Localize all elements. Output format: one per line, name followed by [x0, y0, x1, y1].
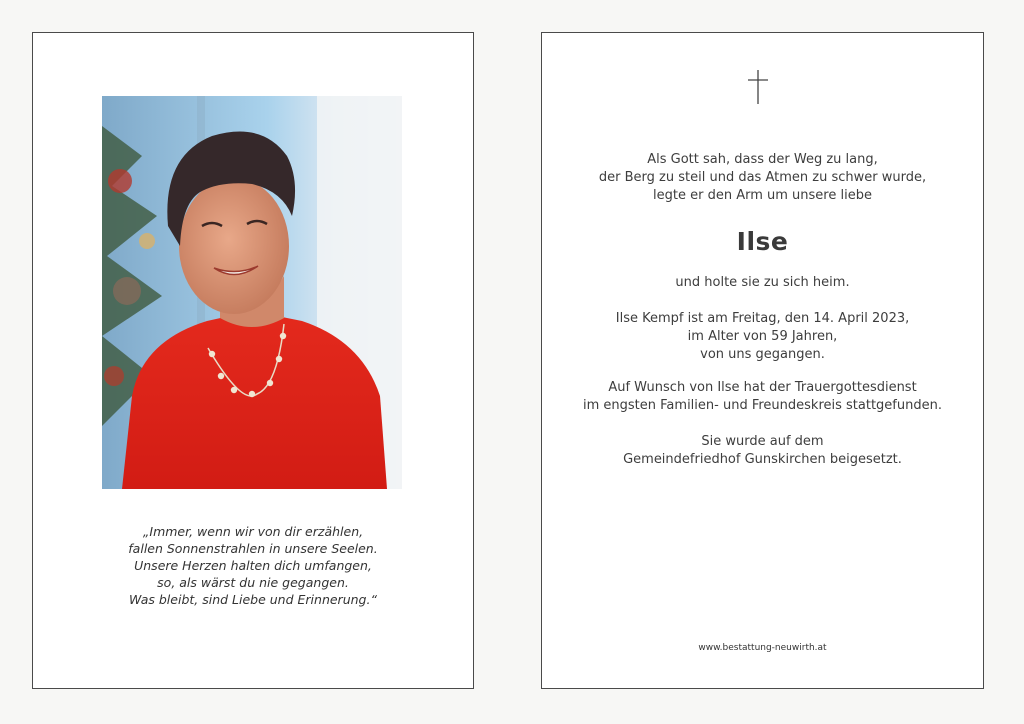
death-line: im Alter von 59 Jahren, — [687, 329, 838, 344]
verse-block — [542, 151, 983, 205]
verse-line: legte er den Arm um unsere liebe — [653, 188, 872, 203]
service-line: im engsten Familien- und Freundeskreis stattgefunden. — [583, 398, 942, 413]
left-card — [32, 32, 474, 689]
cross-icon — [747, 69, 769, 105]
quote-line: „Immer, wenn wir von dir erzählen, — [142, 524, 364, 539]
portrait-photo — [102, 96, 402, 489]
home-text: und holte sie zu sich heim. — [675, 275, 850, 290]
quote-line: Was bleibt, sind Liebe und Erinnerung.“ — [129, 592, 377, 607]
quote-line: Unsere Herzen halten dich umfangen, — [134, 558, 372, 573]
verse-line: der Berg zu steil und das Atmen zu schwer wurde, — [598, 170, 927, 185]
service-notice — [542, 379, 983, 415]
home-line — [542, 274, 983, 292]
death-line: von uns gegangen. — [700, 347, 825, 362]
website-link[interactable]: www.bestattung-neuwirth.at — [698, 643, 827, 653]
burial-line: Sie wurde auf dem — [701, 434, 824, 449]
death-line: Ilse Kempf ist am Freitag, den 14. April 2023, — [615, 311, 910, 326]
death-notice — [542, 310, 983, 364]
burial-line: Gemeindefriedhof Gunskirchen beigesetzt. — [623, 452, 902, 467]
memorial-quote — [33, 523, 473, 608]
burial-notice — [542, 433, 983, 469]
right-card — [541, 32, 984, 689]
deceased-name: Ilse — [736, 227, 789, 256]
verse-line: Als Gott sah, dass der Weg zu lang, — [647, 152, 878, 167]
quote-line: fallen Sonnenstrahlen in unsere Seelen. — [128, 541, 378, 556]
service-line: Auf Wunsch von Ilse hat der Trauergottesdienst — [608, 380, 917, 395]
quote-line: so, als wärst du nie gegangen. — [157, 575, 349, 590]
